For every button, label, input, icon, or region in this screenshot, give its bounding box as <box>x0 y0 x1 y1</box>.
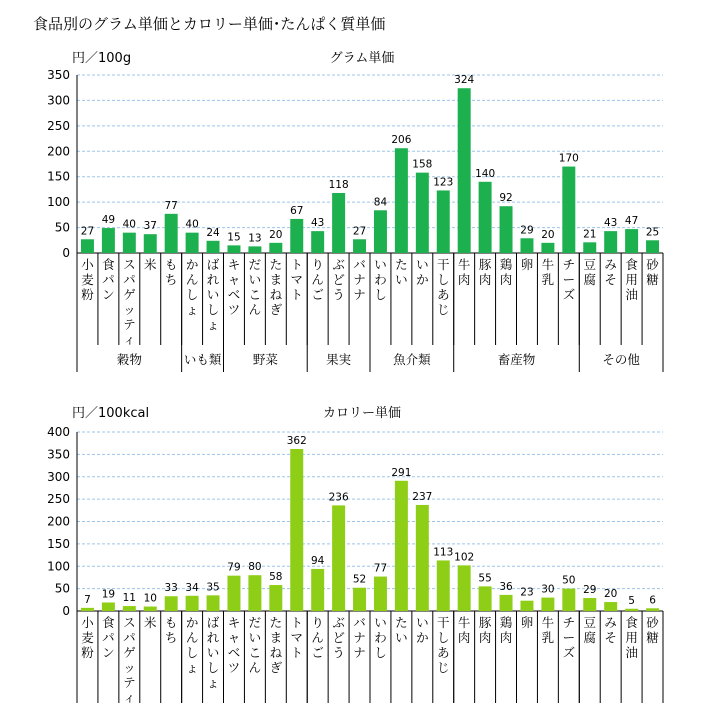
category-label: 食用油 <box>625 615 638 660</box>
bar <box>625 229 638 253</box>
data-label: 94 <box>310 554 325 567</box>
data-label: 37 <box>143 220 157 233</box>
y-tick-label: 250 <box>47 118 70 133</box>
y-tick-label: 250 <box>47 492 70 507</box>
category-label: 小麦粉 <box>81 615 94 660</box>
category-label: 食用油 <box>625 257 638 302</box>
bar <box>374 210 387 253</box>
data-label: 170 <box>558 152 579 165</box>
bar <box>144 234 157 253</box>
category-label: 小麦粉 <box>81 257 94 302</box>
bar <box>395 148 408 253</box>
data-label: 40 <box>122 218 137 231</box>
group-label: いも類 <box>183 352 222 367</box>
group-label: 魚介類 <box>393 352 431 367</box>
category-label: たまねぎ <box>269 615 283 675</box>
group-label: その他 <box>602 352 640 367</box>
data-label: 52 <box>352 573 367 586</box>
data-label: 34 <box>185 581 199 594</box>
category-label: 干しあじ <box>436 257 450 317</box>
category-label: みそ <box>604 615 617 645</box>
category-label: 米 <box>143 257 157 272</box>
data-label: 11 <box>122 592 137 605</box>
category-label: 米 <box>143 615 157 630</box>
category-label: いか <box>416 257 429 287</box>
bar <box>437 560 450 611</box>
chart-title: カロリー単価 <box>322 406 402 421</box>
category-label: かんしょ <box>185 615 199 675</box>
data-label: 21 <box>583 228 597 241</box>
bar <box>562 167 575 253</box>
y-tick-label: 100 <box>47 559 70 574</box>
bar <box>353 588 366 611</box>
data-label: 27 <box>352 225 367 238</box>
category-label: 牛肉 <box>457 257 471 287</box>
bar <box>123 233 136 253</box>
page-title: 食品別のグラム単価とカロリー単価･たんぱく質単価 <box>33 15 386 33</box>
bar <box>604 231 617 253</box>
data-label: 23 <box>520 586 534 599</box>
y-tick-label: 150 <box>47 536 70 551</box>
category-label: いわし <box>374 615 387 660</box>
category-label: 鶏肉 <box>499 615 513 645</box>
bar <box>81 608 94 611</box>
category-label: チーズ <box>562 257 576 302</box>
category-label: 砂糖 <box>646 257 659 287</box>
category-label: 食パン <box>102 615 115 660</box>
data-label: 206 <box>391 134 412 147</box>
data-label: 236 <box>328 491 349 504</box>
bar <box>541 598 554 611</box>
category-label: いわし <box>374 257 387 302</box>
data-label: 20 <box>269 228 283 241</box>
category-label: 砂糖 <box>646 615 659 645</box>
category-label: もち <box>164 257 178 287</box>
bar <box>269 243 282 253</box>
bar <box>479 586 492 611</box>
data-label: 29 <box>520 224 534 237</box>
bar <box>269 585 282 611</box>
bar <box>332 505 345 611</box>
category-label: 豆腐 <box>583 615 597 645</box>
category-label: トマト <box>290 257 304 302</box>
data-label: 6 <box>649 594 656 607</box>
category-label: キャベツ <box>227 257 241 317</box>
data-label: 80 <box>248 561 262 574</box>
category-label: いか <box>416 615 429 645</box>
bar <box>290 219 303 253</box>
data-label: 50 <box>562 574 576 587</box>
bar <box>353 239 366 253</box>
bar <box>479 182 492 253</box>
category-label: 豆腐 <box>583 257 597 287</box>
bar <box>458 88 471 253</box>
category-label: バナナ <box>353 257 366 302</box>
category-label: 牛乳 <box>541 257 555 287</box>
category-label: 卵 <box>520 615 534 630</box>
data-label: 55 <box>478 572 492 585</box>
data-label: 102 <box>454 551 475 564</box>
bar <box>416 505 429 611</box>
category-label: ばれいしょ <box>206 257 220 332</box>
data-label: 43 <box>603 217 618 230</box>
bar <box>520 238 533 253</box>
bar <box>207 595 220 611</box>
chart-title: グラム単価 <box>329 51 395 66</box>
data-label: 20 <box>541 228 555 241</box>
y-tick-label: 0 <box>62 604 70 618</box>
data-label: 10 <box>143 592 157 605</box>
category-label: スパゲッティ <box>123 615 136 703</box>
category-label: みそ <box>604 257 617 287</box>
y-tick-label: 200 <box>47 514 70 529</box>
bar <box>604 602 617 611</box>
bar <box>583 598 596 611</box>
y-tick-label: 400 <box>47 425 70 439</box>
bar <box>332 193 345 253</box>
category-label: 豚肉 <box>478 615 492 645</box>
category-label: りんご <box>311 257 324 302</box>
data-label: 92 <box>499 192 513 205</box>
data-label: 237 <box>412 490 433 503</box>
bar <box>248 575 261 611</box>
bar <box>311 569 324 611</box>
data-label: 113 <box>433 546 454 559</box>
group-label: 畜産物 <box>497 352 536 367</box>
category-label: かんしょ <box>185 257 199 317</box>
category-label: 豚肉 <box>478 257 492 287</box>
y-tick-label: 350 <box>47 447 70 462</box>
y-tick-label: 200 <box>47 144 70 159</box>
data-label: 140 <box>475 167 496 180</box>
y-unit-label: 円／100g <box>72 51 132 66</box>
category-label: チーズ <box>562 615 576 660</box>
bar <box>374 577 387 611</box>
bar <box>165 214 178 253</box>
bar <box>227 245 240 253</box>
data-label: 33 <box>164 582 178 595</box>
bar <box>500 206 513 253</box>
data-label: 158 <box>412 158 433 171</box>
category-label: ぶどう <box>332 615 345 660</box>
data-label: 362 <box>286 435 307 448</box>
bar <box>520 601 533 611</box>
category-label: スパゲッティ <box>123 257 136 347</box>
y-tick-label: 100 <box>47 195 70 210</box>
data-label: 25 <box>645 226 660 239</box>
y-unit-label: 円／100kcal <box>72 406 150 421</box>
category-label: だいこん <box>248 615 262 675</box>
data-label: 13 <box>248 232 262 245</box>
data-label: 5 <box>628 594 635 607</box>
category-label: りんご <box>311 615 324 660</box>
bar <box>437 190 450 253</box>
category-label: 卵 <box>520 257 534 272</box>
category-label: たい <box>395 257 408 287</box>
data-label: 77 <box>164 199 178 212</box>
y-tick-label: 300 <box>47 469 70 484</box>
bar <box>165 596 178 611</box>
bar <box>625 609 638 611</box>
data-label: 24 <box>206 226 220 239</box>
category-label: もち <box>164 615 178 645</box>
category-label: 鶏肉 <box>499 257 513 287</box>
bar <box>102 602 115 611</box>
bar <box>248 246 261 253</box>
bar <box>646 608 659 611</box>
bar <box>541 243 554 253</box>
bar <box>81 239 94 253</box>
category-label: 牛肉 <box>457 615 471 645</box>
data-label: 19 <box>101 588 116 601</box>
bar <box>290 449 303 611</box>
data-label: 29 <box>583 584 597 597</box>
bar <box>144 607 157 611</box>
group-label: 果実 <box>326 352 352 367</box>
category-label: キャベツ <box>227 615 241 675</box>
bar <box>458 565 471 611</box>
data-label: 67 <box>290 204 304 217</box>
category-label: 食パン <box>102 257 115 302</box>
category-label: トマト <box>290 615 304 660</box>
bar <box>207 241 220 253</box>
bar <box>395 481 408 611</box>
category-label: たい <box>395 615 408 645</box>
bar <box>102 228 115 253</box>
y-tick-label: 50 <box>54 581 70 596</box>
category-label: だいこん <box>248 257 262 317</box>
data-label: 43 <box>310 217 325 230</box>
category-label: 干しあじ <box>436 615 450 675</box>
data-label: 123 <box>433 176 454 189</box>
y-tick-label: 350 <box>47 68 70 82</box>
category-label: ぶどう <box>332 257 345 302</box>
y-tick-label: 0 <box>62 246 70 260</box>
category-label: たまねぎ <box>269 257 283 317</box>
data-label: 118 <box>328 178 349 191</box>
data-label: 79 <box>227 561 241 574</box>
data-label: 40 <box>185 218 199 231</box>
bar <box>500 595 513 611</box>
category-label: ばれいしょ <box>206 615 220 690</box>
data-label: 291 <box>391 466 412 479</box>
data-label: 7 <box>84 593 91 606</box>
data-label: 324 <box>454 74 475 87</box>
data-label: 58 <box>269 571 283 584</box>
bar <box>416 173 429 253</box>
group-label: 穀物 <box>116 352 142 367</box>
data-label: 35 <box>206 581 220 594</box>
bar <box>311 231 324 253</box>
y-tick-label: 300 <box>47 93 70 108</box>
data-label: 30 <box>541 583 555 596</box>
data-label: 77 <box>373 562 388 575</box>
bar <box>562 589 575 611</box>
data-label: 27 <box>80 225 95 238</box>
y-tick-label: 50 <box>54 220 70 235</box>
data-label: 84 <box>373 196 388 209</box>
bar <box>583 242 596 253</box>
data-label: 20 <box>603 588 618 601</box>
data-label: 15 <box>227 231 241 244</box>
data-label: 47 <box>624 215 639 228</box>
bar <box>646 240 659 253</box>
category-label: 牛乳 <box>541 615 555 645</box>
y-tick-label: 150 <box>47 169 70 184</box>
category-label: バナナ <box>353 615 366 660</box>
bar <box>186 596 199 611</box>
data-label: 36 <box>499 580 513 593</box>
group-label: 野菜 <box>252 352 278 367</box>
bar <box>123 606 136 611</box>
data-label: 49 <box>101 214 116 227</box>
bar <box>186 233 199 253</box>
bar <box>227 576 240 611</box>
